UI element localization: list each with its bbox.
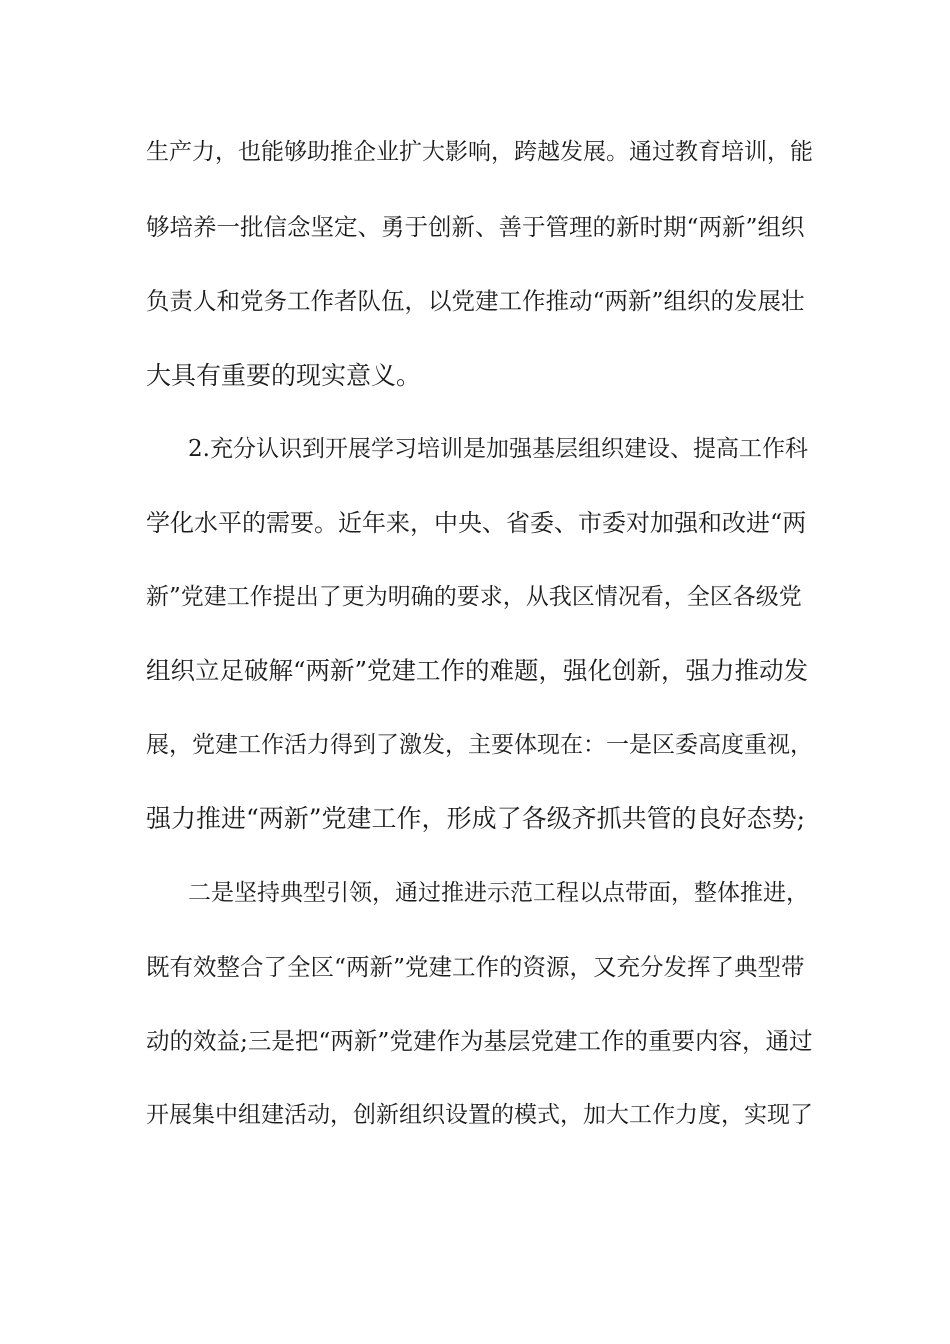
text-line: 够培养一批信念坚定、勇于创新、善于管理的新时期“两新”组织 (146, 213, 805, 241)
text-line: 负责人和党务工作者队伍，以党建工作推动“两新”组织的发展壮 (146, 287, 805, 315)
text-line: 展，党建工作活力得到了激发，主要体现在：一是区委高度重视， (146, 732, 813, 758)
text-line: 学化水平的需要。近年来，中央、省委、市委对加强和改进“两 (146, 509, 807, 537)
text-line: 既有效整合了全区“两新”党建工作的资源，又充分发挥了典型带 (146, 953, 805, 981)
paragraph-start-line: 2.充分认识到开展学习培训是加强基层组织建设、提高工作科 (188, 436, 808, 462)
text-line: 强力推进“两新”党建工作，形成了各级齐抓共管的良好态势; (146, 804, 805, 833)
text-line: 大具有重要的现实意义。 (146, 361, 422, 390)
text-line: 组织立足破解“两新”党建工作的难题，强化创新，强力推动发 (146, 656, 809, 685)
text-line: 生产力，也能够助推企业扩大影响，跨越发展。通过教育培训，能 (146, 139, 813, 165)
paragraph-start-line: 二是坚持典型引领，通过推进示范工程以点带面，整体推进， (188, 880, 809, 906)
text-line: 新”党建工作提出了更为明确的要求，从我区情况看，全区各级党 (146, 584, 802, 610)
text-line: 开展集中组建活动，创新组织设置的模式，加大工作力度，实现了 (146, 1102, 813, 1128)
text-line: 动的效益;三是把“两新”党建作为基层党建工作的重要内容，通过 (146, 1027, 813, 1055)
